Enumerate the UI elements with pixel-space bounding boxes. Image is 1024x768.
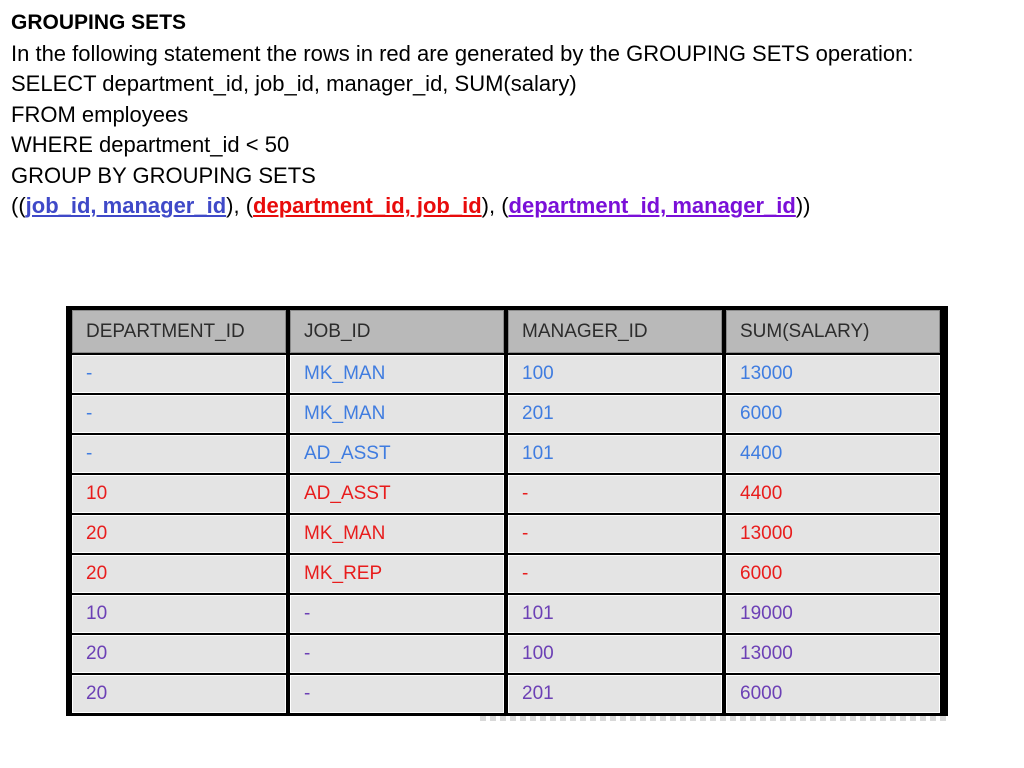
table-row: [72, 395, 940, 433]
table-cell: MK_REP: [290, 555, 504, 593]
sql-group-by-line: GROUP BY GROUPING SETS: [11, 162, 316, 188]
table-cell: 6000: [726, 395, 940, 433]
table-cell: -: [290, 595, 504, 633]
table-cell: 19000: [726, 595, 940, 633]
table-cell: 13000: [726, 355, 940, 393]
table-cell: 100: [508, 355, 722, 393]
table-cell: 201: [508, 395, 722, 433]
table-cell: 13000: [726, 515, 940, 553]
table-cell: MK_MAN: [290, 395, 504, 433]
table-cell: AD_ASST: [290, 475, 504, 513]
table-cell: 10: [72, 475, 286, 513]
grouping-set-job-manager: job_id, manager_id: [25, 193, 227, 218]
table-cell: 101: [508, 435, 722, 473]
table-cell: 10: [72, 595, 286, 633]
table-row: [72, 475, 940, 513]
sql-where-line: WHERE department_id < 50: [11, 132, 290, 157]
table-cell: 13000: [726, 635, 940, 673]
table-row: [72, 435, 940, 473]
column-header: DEPARTMENT_ID: [72, 310, 286, 353]
table-row: [72, 355, 940, 393]
table-cell: AD_ASST: [290, 435, 504, 473]
table-cell: 20: [72, 635, 286, 673]
cropped-footer-text: [480, 716, 950, 721]
table-cell: -: [508, 515, 722, 553]
table-cell: 101: [508, 595, 722, 633]
column-header: MANAGER_ID: [508, 310, 722, 353]
table-cell: 6000: [726, 555, 940, 593]
table-cell: MK_MAN: [290, 355, 504, 393]
grouping-set-department-job: department_id, job_id: [253, 193, 482, 218]
sql-from-line: FROM employees: [11, 101, 189, 127]
table-cell: 100: [508, 635, 722, 673]
table-cell: -: [508, 555, 722, 593]
table-row: [72, 675, 940, 713]
table-cell: -: [72, 355, 286, 393]
paren-close: )): [795, 193, 811, 218]
column-header: JOB_ID: [290, 310, 504, 353]
table-cell: 6000: [726, 675, 940, 713]
table-cell: 4400: [726, 435, 940, 473]
table-row: [72, 515, 940, 553]
table-row: [72, 555, 940, 593]
table-cell: 20: [72, 515, 286, 553]
table-row: [72, 635, 940, 673]
table-cell: 201: [508, 675, 722, 713]
table-cell: 4400: [726, 475, 940, 513]
result-table-frame: [66, 306, 948, 716]
paren-open: ((: [11, 193, 26, 218]
table-header-row: [72, 310, 940, 353]
table-cell: -: [72, 435, 286, 473]
grouping-set-department-manager: department_id, manager_id: [508, 193, 796, 218]
table-cell: -: [508, 475, 722, 513]
result-table: [68, 308, 944, 715]
table-row: [72, 595, 940, 633]
sql-select-line: SELECT department_id, job_id, manager_id, SUM(salary): [11, 71, 577, 96]
table-cell: MK_MAN: [290, 515, 504, 553]
intro-text: In the following statement the rows in red are generated by the GROUPING SETS operation:: [11, 40, 914, 66]
separator-2: ), (: [481, 193, 509, 218]
table-cell: -: [290, 635, 504, 673]
separator-1: ), (: [226, 193, 254, 218]
table-cell: -: [72, 395, 286, 433]
slide-title: GROUPING SETS: [11, 11, 187, 34]
slide-text: [11, 8, 1011, 222]
table-cell: -: [290, 675, 504, 713]
sql-grouping-sets-line: [11, 191, 1011, 222]
table-cell: 20: [72, 555, 286, 593]
column-header: SUM(SALARY): [726, 310, 940, 353]
table-cell: 20: [72, 675, 286, 713]
